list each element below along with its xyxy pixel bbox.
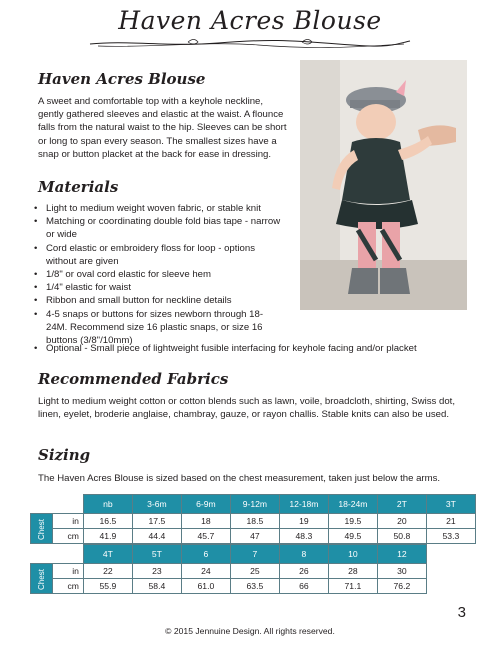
materials-list-optional <box>32 342 472 355</box>
table-cell: 22 <box>83 564 132 579</box>
table-cell: 48.3 <box>279 529 328 544</box>
table-cell: 66 <box>279 579 328 594</box>
size-header: 3T <box>426 495 475 514</box>
size-header: 2T <box>377 495 426 514</box>
table-cell: 23 <box>132 564 181 579</box>
sizing-heading: Sizing <box>38 446 91 464</box>
table-cell: 45.7 <box>181 529 230 544</box>
table-header-row <box>31 495 476 514</box>
page-number: 3 <box>457 604 466 621</box>
intro-text: A sweet and comfortable top with a keyhole neckline, gently gathered sleeves and elastic at the waist. A flounce falls from the natural waist to the hip. Sleeves can be short or long to span every season. The smallest sizes have a snap or button placket at the back for ease in dressing. <box>38 96 287 160</box>
table-cell: 58.4 <box>132 579 181 594</box>
product-photo <box>300 60 467 310</box>
table-cell: 63.5 <box>230 579 279 594</box>
size-header: 10 <box>328 545 377 564</box>
table-cell: 18.5 <box>230 514 279 529</box>
copyright-footer: © 2015 Jennuine Design. All rights reserved. <box>165 626 335 636</box>
table-row <box>31 529 476 544</box>
list-item: • Cord elastic or embroidery floss for loop - options without are given <box>32 242 282 268</box>
table-cell: 55.9 <box>83 579 132 594</box>
table-cell: 21 <box>426 514 475 529</box>
page-title: Haven Acres Blouse <box>118 6 382 35</box>
table-cell: 24 <box>181 564 230 579</box>
size-header: nb <box>83 495 132 514</box>
chest-label: Chest <box>36 518 46 540</box>
sizing-text: The Haven Acres Blouse is sized based on the chest measurement, taken just below the arms. <box>38 473 441 484</box>
size-header: 7 <box>230 545 279 564</box>
chest-label-cell <box>31 564 53 594</box>
table-cell: 53.3 <box>426 529 475 544</box>
table-cell: 16.5 <box>83 514 132 529</box>
table-cell: 44.4 <box>132 529 181 544</box>
table-row <box>31 564 427 579</box>
table-cell: 50.8 <box>377 529 426 544</box>
size-chart-2 <box>30 544 427 594</box>
size-chart-1 <box>30 494 476 544</box>
table-cell: 26 <box>279 564 328 579</box>
unit-label: cm <box>52 579 83 594</box>
table-cell: 19 <box>279 514 328 529</box>
list-item: • Light to medium weight woven fabric, or stable knit <box>32 202 282 215</box>
table-row <box>31 514 476 529</box>
size-header: 6-9m <box>181 495 230 514</box>
size-header: 4T <box>83 545 132 564</box>
materials-heading: Materials <box>38 178 119 196</box>
unit-label: in <box>52 514 83 529</box>
fabrics-text: Light to medium weight cotton or cotton blends such as lawn, voile, broadcloth, shirting, Swiss dot, linen, eyelet, broderie anglaise, chambray, gauze, or rayon challis. Stable knits can also be used. <box>38 396 456 421</box>
table-cell: 17.5 <box>132 514 181 529</box>
table-cell: 30 <box>377 564 426 579</box>
table-header-row <box>31 545 427 564</box>
table-cell: 61.0 <box>181 579 230 594</box>
table-cell: 20 <box>377 514 426 529</box>
unit-label: cm <box>52 529 83 544</box>
table-cell: 41.9 <box>83 529 132 544</box>
chest-label: Chest <box>36 568 46 590</box>
fabrics-heading: Recommended Fabrics <box>38 370 229 388</box>
size-header: 3-6m <box>132 495 181 514</box>
table-cell: 19.5 <box>328 514 377 529</box>
list-item: • 4-5 snaps or buttons for sizes newborn through 18-24M. Recommend size 16 plastic snaps, or size 16 buttons (3/8"/10mm) <box>32 308 282 348</box>
size-header: 8 <box>279 545 328 564</box>
size-header: 12-18m <box>279 495 328 514</box>
unit-label: in <box>52 564 83 579</box>
chest-label-cell <box>31 514 53 544</box>
list-item: • 1/4" elastic for waist <box>32 281 282 294</box>
table-cell: 18 <box>181 514 230 529</box>
size-header: 5T <box>132 545 181 564</box>
table-cell: 76.2 <box>377 579 426 594</box>
materials-list <box>32 202 282 347</box>
list-item: • 1/8" or oval cord elastic for sleeve hem <box>32 268 282 281</box>
table-cell: 25 <box>230 564 279 579</box>
list-item: • Matching or coordinating double fold bias tape - narrow or wide <box>32 215 282 241</box>
table-cell: 47 <box>230 529 279 544</box>
size-header: 6 <box>181 545 230 564</box>
list-item: • Optional - Small piece of lightweight fusible interfacing for keyhole facing and/or placket <box>32 342 472 355</box>
title-flourish <box>88 36 412 50</box>
table-cell: 71.1 <box>328 579 377 594</box>
table-cell: 49.5 <box>328 529 377 544</box>
size-header: 12 <box>377 545 426 564</box>
list-item: • Ribbon and small button for neckline details <box>32 294 282 307</box>
table-cell: 28 <box>328 564 377 579</box>
size-header: 18-24m <box>328 495 377 514</box>
intro-heading: Haven Acres Blouse <box>38 70 206 88</box>
size-header: 9-12m <box>230 495 279 514</box>
table-row <box>31 579 427 594</box>
